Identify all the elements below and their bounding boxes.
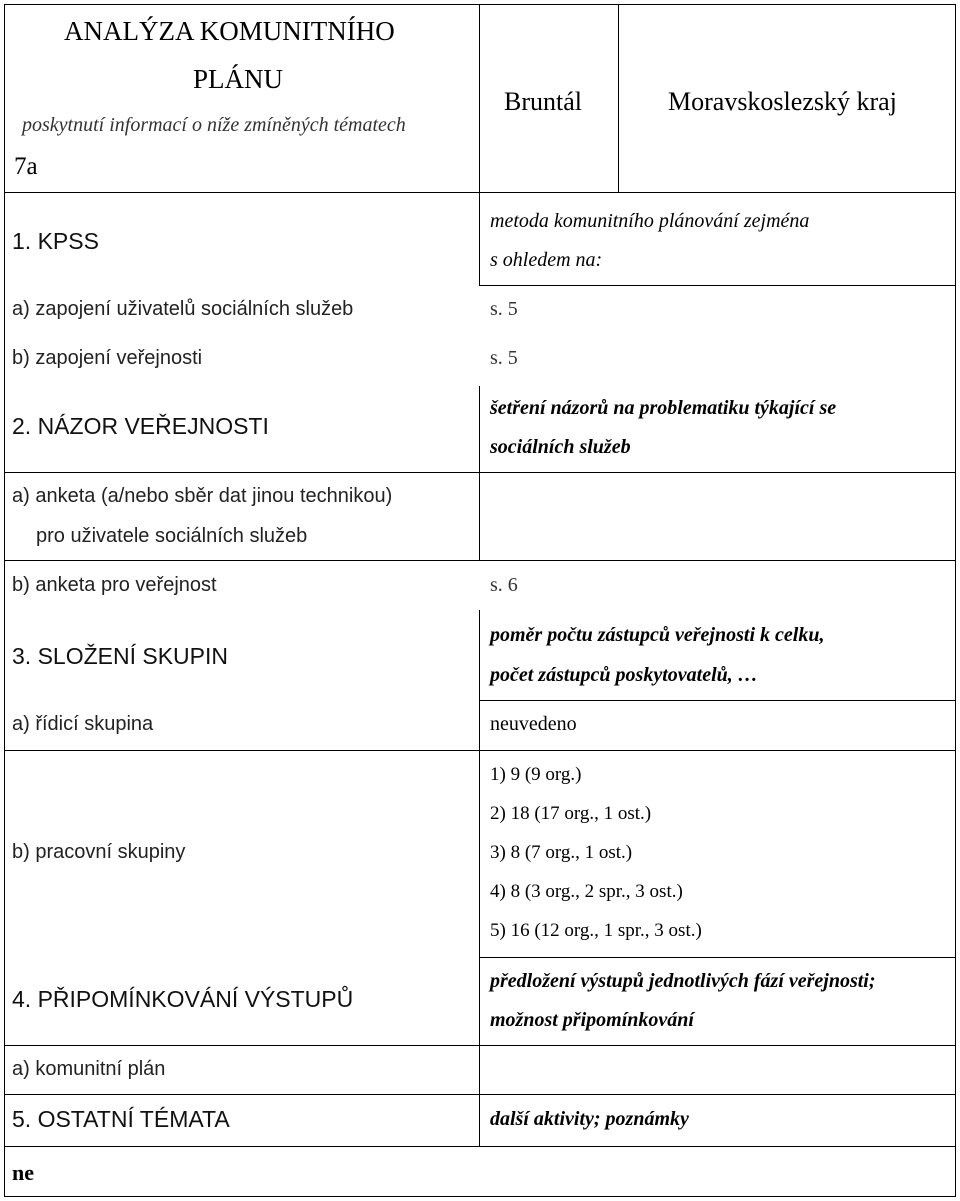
document-subtitle: poskytnutí informací o níže zmíněných tématech (22, 114, 406, 136)
row-divider (4, 560, 956, 561)
working-group-4: 4) 8 (3 org., 2 spr., 3 ost.) (490, 881, 683, 902)
section-3-item-b-label: b) pracovní skupiny (12, 841, 186, 863)
working-group-1: 1) 9 (9 org.) (490, 764, 582, 785)
section-3-description: poměr počtu zástupců veřejnosti k celku, (490, 624, 825, 646)
row-divider (4, 1146, 956, 1147)
section-1-item-a-label: a) zapojení uživatelů sociálních služeb (12, 298, 354, 320)
column-divider (479, 610, 480, 1147)
row-divider (480, 700, 956, 701)
section-3-item-a-label: a) řídicí skupina (12, 713, 154, 735)
section-2-description-continued: sociálních služeb (490, 436, 631, 458)
section-1-description: metoda komunitního plánování zejména (490, 210, 810, 232)
section-1-heading: 1. KPSS (12, 228, 99, 254)
district-name: Bruntál (504, 87, 582, 116)
column-divider (618, 4, 619, 193)
row-divider (4, 472, 956, 473)
section-3-description-continued: počet zástupců poskytovatelů, … (490, 664, 758, 686)
region-name: Moravskoslezský kraj (668, 87, 897, 116)
row-divider (480, 285, 956, 286)
section-5-value: ne (12, 1160, 34, 1185)
working-group-5: 5) 16 (12 org., 1 spr., 3 ost.) (490, 920, 702, 941)
working-group-3: 3) 8 (7 org., 1 ost.) (490, 842, 633, 863)
section-4-description: předložení výstupů jednotlivých fází veřejnosti; (490, 970, 876, 992)
form-code: 7a (14, 153, 38, 180)
section-1-item-a-value: s. 5 (490, 298, 518, 320)
section-1-item-b-value: s. 5 (490, 347, 518, 369)
section-5-description: další aktivity; poznámky (490, 1108, 689, 1130)
section-2-item-a-label: a) anketa (a/nebo sběr dat jinou technikou) (12, 485, 393, 507)
row-divider (480, 957, 956, 958)
section-1-description-continued: s ohledem na: (490, 249, 603, 271)
column-divider (479, 386, 480, 561)
section-2-item-b-label: b) anketa pro veřejnost (12, 574, 217, 596)
section-3-heading: 3. SLOŽENÍ SKUPIN (12, 643, 229, 669)
row-divider (4, 1045, 956, 1046)
section-2-heading: 2. NÁZOR VEŘEJNOSTI (12, 413, 269, 439)
section-1-item-b-label: b) zapojení veřejnosti (12, 347, 203, 369)
row-divider (4, 192, 956, 193)
row-divider (4, 1094, 956, 1095)
section-4-description-continued: možnost připomínkování (490, 1009, 694, 1031)
section-4-heading: 4. PŘIPOMÍNKOVÁNÍ VÝSTUPŮ (12, 986, 354, 1012)
section-2-item-b-value: s. 6 (490, 574, 518, 596)
analysis-table (4, 4, 956, 1197)
section-3-item-a-value: neuvedeno (490, 713, 577, 735)
working-group-2: 2) 18 (17 org., 1 ost.) (490, 803, 652, 824)
section-5-heading: 5. OSTATNÍ TÉMATA (12, 1106, 230, 1132)
section-2-description: šetření názorů na problematiku týkající se (490, 397, 837, 419)
column-divider (479, 4, 480, 286)
row-divider (4, 750, 956, 751)
section-4-item-a-label: a) komunitní plán (12, 1058, 166, 1080)
section-2-item-a-label-continued: pro uživatele sociálních služeb (36, 525, 308, 547)
document-title: ANALÝZA KOMUNITNÍHO (64, 16, 395, 46)
document-title-continued: PLÁNU (193, 64, 284, 94)
